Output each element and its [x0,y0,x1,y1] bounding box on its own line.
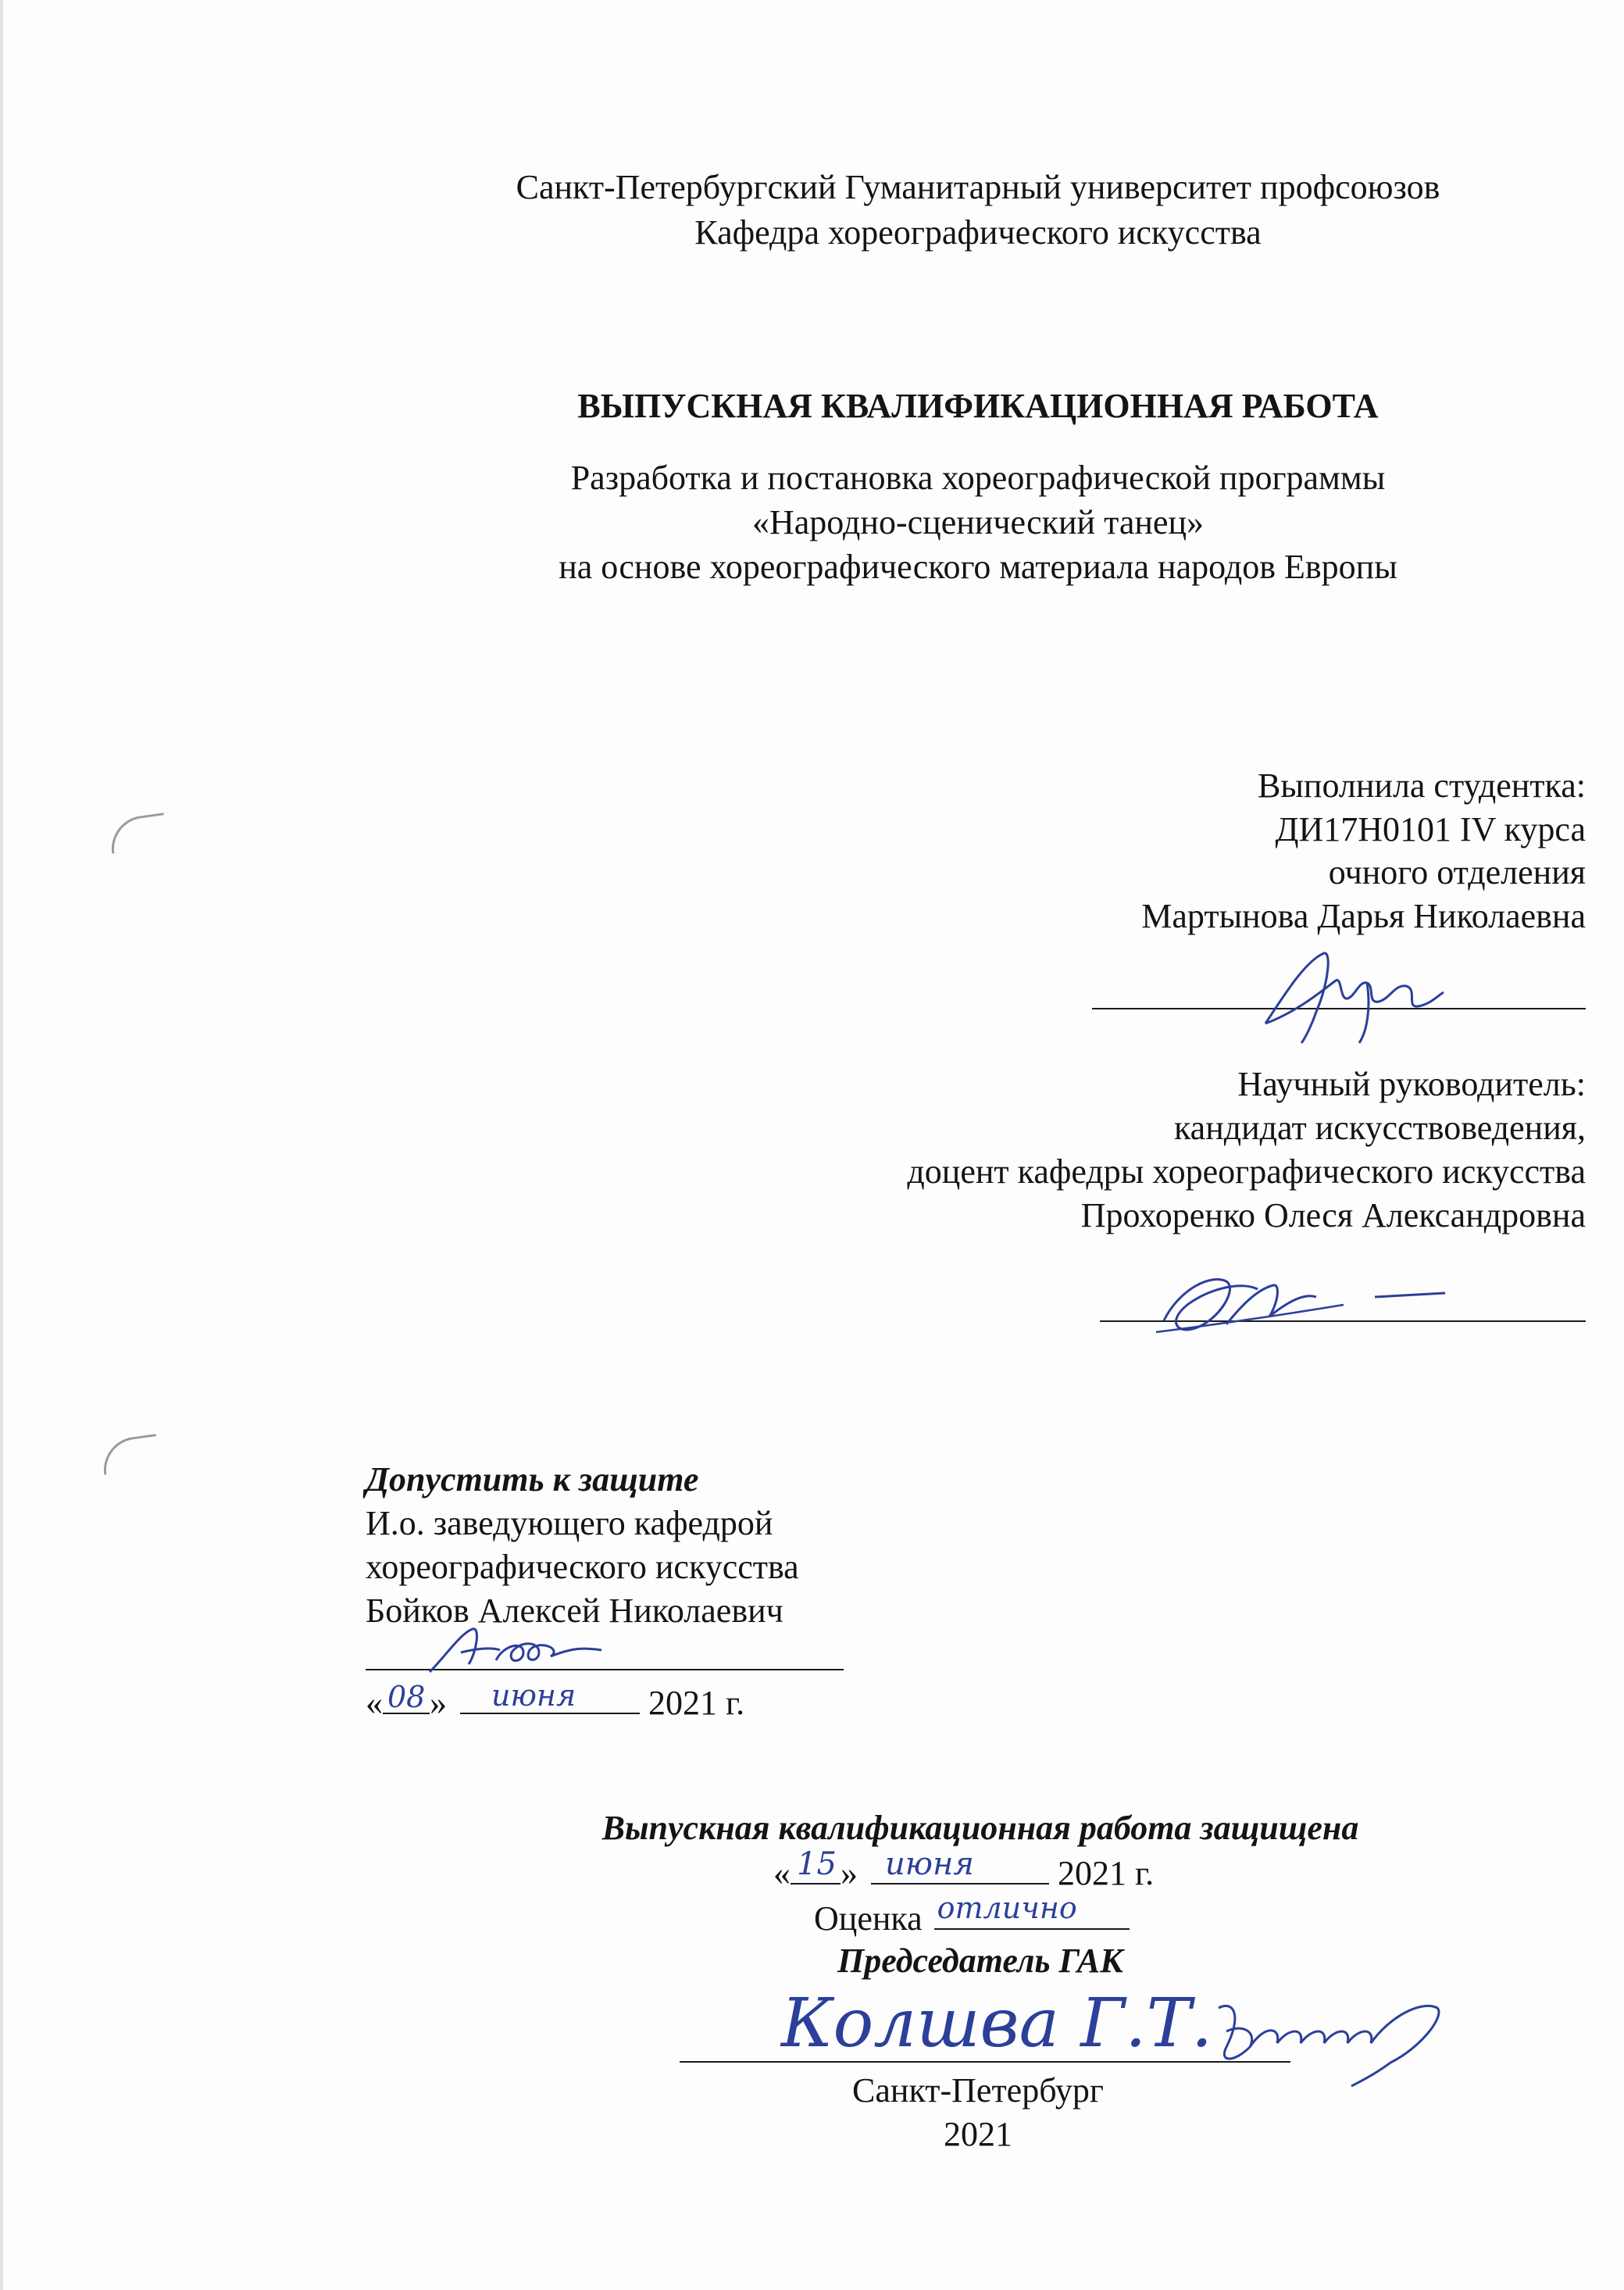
defense-heading: Выпускная квалификационная работа защищена [601,1809,1359,1847]
admission-month: июня [491,1678,576,1713]
punch-hole-mark [107,813,168,854]
defense-date-close-quote: » [841,1854,858,1892]
student-signature [1250,938,1453,1047]
admission-day: 08 [387,1680,426,1714]
admission-date-close-quote: » [430,1684,447,1722]
chair-signature [1203,1985,1453,2094]
admission-month-blank [460,1678,640,1714]
defense-month: июня [885,1846,974,1882]
admission-signature [414,1617,617,1680]
supervisor-name: Прохоренко Олеся Александровна [1080,1196,1586,1234]
admission-role-line-2: хореографического искусства [366,1548,799,1586]
student-heading: Выполнила студентка: [1258,766,1586,805]
chair-heading: Председатель ГАК [837,1942,1123,1980]
supervisor-signature [1140,1258,1453,1344]
grade-label: Оценка [814,1899,923,1938]
admission-date [366,1678,745,1724]
scan-edge [0,0,3,2290]
defense-day: 15 [797,1846,837,1882]
topic-line-3: на основе хореографического материала народов Европы [559,548,1397,586]
document-type-title: ВЫПУСКНАЯ КВАЛИФИКАЦИОННАЯ РАБОТА [577,387,1379,425]
punch-hole-mark [99,1434,160,1475]
defense-date-open-quote: « [773,1854,791,1892]
defense-grade [814,1891,1130,1939]
admission-year: 2021 г. [648,1684,745,1722]
defense-month-blank [871,1846,1049,1885]
supervisor-heading: Научный руководитель: [1237,1065,1586,1103]
student-study-form: очного отделения [1328,853,1586,891]
supervisor-degree: кандидат искусствоведения, [1173,1109,1586,1147]
student-group: ДИ17Н0101 IV курса [1275,810,1586,848]
grade-blank [934,1891,1130,1930]
student-name: Мартынова Дарья Николаевна [1141,897,1586,935]
admission-role-line-1: И.о. заведующего кафедрой [366,1504,773,1542]
footer-city: Санкт-Петербург [852,2071,1104,2110]
topic-line-2: «Народно-сценический танец» [752,503,1204,541]
admission-heading: Допустить к защите [366,1460,699,1499]
admission-date-open-quote: « [366,1684,383,1722]
admission-name: Бойков Алексей Николаевич [366,1592,783,1630]
university-name: Санкт-Петербургский Гуманитарный университет профсоюзов [516,168,1440,206]
department-name: Кафедра хореографического искусства [694,213,1262,252]
supervisor-position: доцент кафедры хореографического искусства [907,1152,1586,1191]
defense-day-blank [791,1846,841,1885]
grade-value: отлично [937,1891,1077,1925]
admission-day-blank [383,1681,430,1714]
topic-line-1: Разработка и постановка хореографической программы [570,459,1386,497]
chair-signature-name: Колшва Г.Т. [781,1985,1213,2063]
footer-year: 2021 [944,2115,1012,2153]
defense-year: 2021 г. [1058,1854,1155,1892]
